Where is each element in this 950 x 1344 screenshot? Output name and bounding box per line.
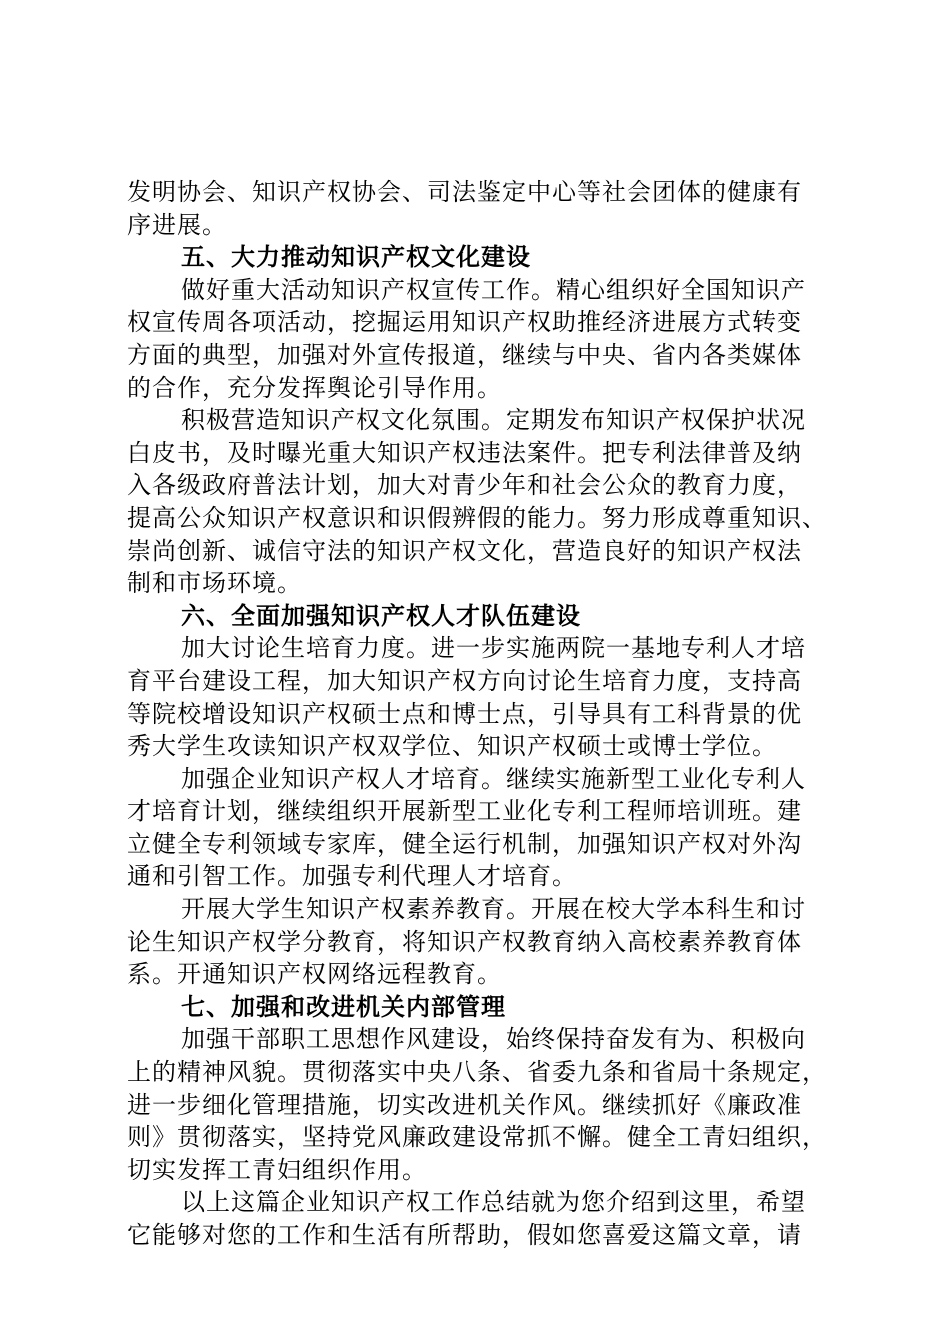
text-line: 提高公众知识产权意识和识假辨假的能力。努力形成尊重知识、 bbox=[127, 503, 827, 532]
text-line: 论生知识产权学分教育，将知识产权教育纳入高校素养教育体 bbox=[127, 927, 802, 956]
text-line: 积极营造知识产权文化氛围。定期发布知识产权保护状况 bbox=[181, 406, 806, 435]
text-line: 则》贯彻落实，坚持党风廉政建设常抓不懈。健全工青妇组织， bbox=[127, 1123, 827, 1152]
text-line: 进一步细化管理措施，切实改进机关作风。继续抓好《廉政准 bbox=[127, 1090, 802, 1119]
text-line: 秀大学生攻读知识产权双学位、知识产权硕士或博士学位。 bbox=[127, 732, 777, 761]
text-line: 切实发挥工青妇组织作用。 bbox=[127, 1155, 427, 1184]
text-line: 上的精神风貌。贯彻落实中央八条、省委九条和省局十条规定， bbox=[127, 1058, 827, 1087]
text-line: 才培育计划，继续组织开展新型工业化专利工程师培训班。建 bbox=[127, 797, 802, 826]
text-line: 立健全专利领域专家库，健全运行机制，加强知识产权对外沟 bbox=[127, 829, 802, 858]
text-line: 发明协会、知识产权协会、司法鉴定中心等社会团体的健康有 bbox=[127, 178, 802, 206]
text-line: 通和引智工作。加强专利代理人才培育。 bbox=[127, 862, 577, 891]
text-line: 它能够对您的工作和生活有所帮助，假如您喜爱这篇文章，请 bbox=[127, 1221, 802, 1249]
text-line: 育平台建设工程，加大知识产权方向讨论生培育力度，支持高 bbox=[127, 666, 802, 695]
text-line: 权宣传周各项活动，挖掘运用知识产权助推经济进展方式转变 bbox=[127, 308, 802, 337]
text-line: 开展大学生知识产权素养教育。开展在校大学本科生和讨 bbox=[181, 895, 806, 924]
text-line: 系。开通知识产权网络远程教育。 bbox=[127, 960, 502, 989]
section-heading: 五、大力推动知识产权文化建设 bbox=[181, 243, 531, 272]
text-line: 序进展。 bbox=[127, 210, 227, 239]
text-line: 等院校增设知识产权硕士点和博士点，引导具有工科背景的优 bbox=[127, 699, 802, 728]
text-line: 方面的典型，加强对外宣传报道，继续与中央、省内各类媒体 bbox=[127, 340, 802, 369]
text-line: 加强干部职工思想作风建设，始终保持奋发有为、积极向 bbox=[181, 1025, 806, 1054]
text-line: 做好重大活动知识产权宣传工作。精心组织好全国知识产 bbox=[181, 275, 806, 304]
section-heading: 六、全面加强知识产权人才队伍建设 bbox=[181, 601, 581, 630]
text-line: 白皮书，及时曝光重大知识产权违法案件。把专利法律普及纳 bbox=[127, 438, 802, 467]
text-line: 以上这篇企业知识产权工作总结就为您介绍到这里，希望 bbox=[181, 1188, 806, 1217]
text-line: 加强企业知识产权人才培育。继续实施新型工业化专利人 bbox=[181, 764, 806, 793]
text-line: 的合作，充分发挥舆论引导作用。 bbox=[127, 373, 502, 402]
text-line: 崇尚创新、诚信守法的知识产权文化，营造良好的知识产权法 bbox=[127, 536, 802, 565]
text-line: 加大讨论生培育力度。进一步实施两院一基地专利人才培 bbox=[181, 634, 806, 663]
text-line: 入各级政府普法计划，加大对青少年和社会公众的教育力度， bbox=[127, 471, 802, 500]
document-body bbox=[127, 176, 832, 1252]
section-heading: 七、加强和改进机关内部管理 bbox=[181, 992, 506, 1021]
text-line: 制和市场环境。 bbox=[127, 569, 302, 598]
